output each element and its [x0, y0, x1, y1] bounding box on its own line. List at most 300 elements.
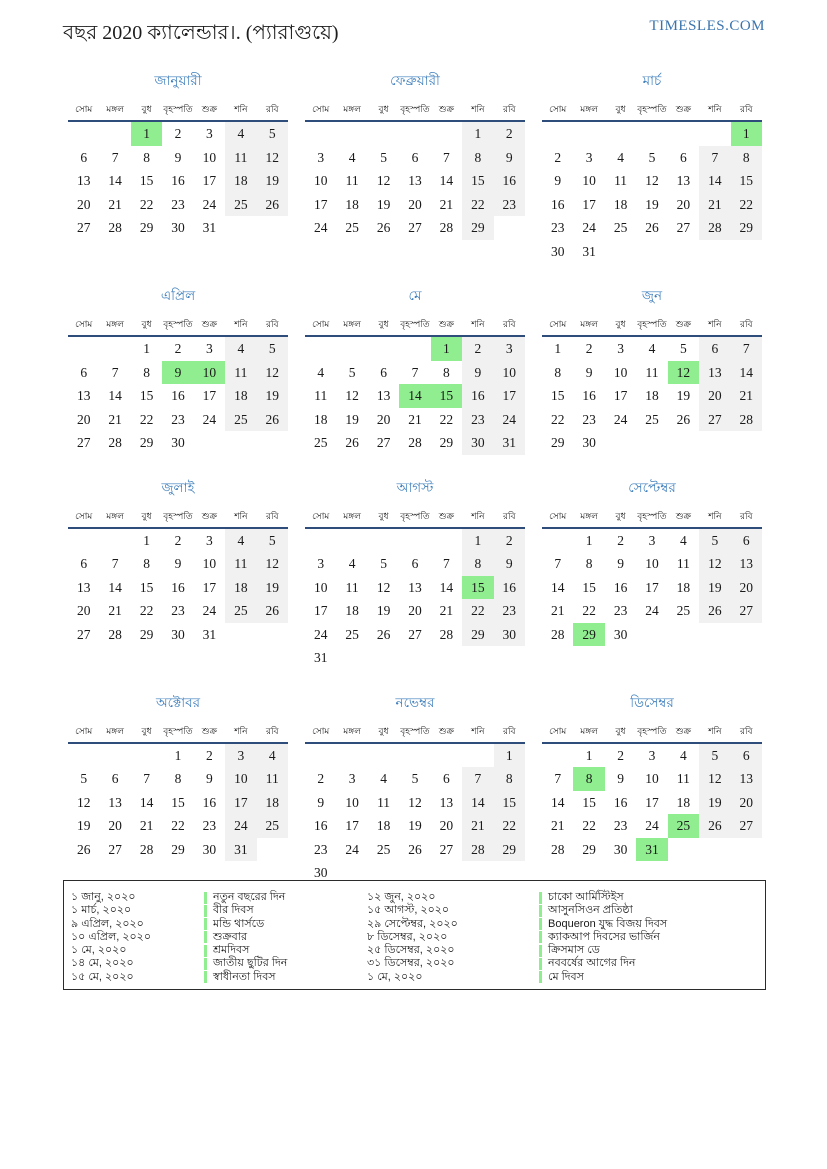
day-cell: 4: [680, 747, 687, 763]
day-cell: 2: [494, 529, 525, 553]
day-cell: 10: [313, 579, 328, 595]
days-grid: [542, 337, 762, 455]
days-grid: [305, 744, 525, 885]
day-cell: 17: [225, 791, 256, 815]
empty-day-cell: [699, 240, 730, 264]
day-cell: 27: [408, 220, 422, 235]
day-cell: 1: [143, 341, 150, 356]
day-cell: 29: [731, 216, 762, 240]
month-title: মে: [408, 288, 422, 303]
day-cell: 14: [550, 794, 565, 810]
empty-day-cell: [399, 744, 430, 768]
day-cell: 13: [731, 552, 762, 576]
day-cell: 1: [462, 529, 493, 553]
empty-day-cell: [431, 646, 462, 670]
empty-day-cell: [336, 337, 367, 361]
empty-day-cell: [68, 337, 99, 361]
weekday-label: শনি: [708, 319, 722, 329]
day-cell: 28: [550, 626, 565, 642]
day-cell: 8: [462, 552, 493, 576]
weekday-label: শুক্র: [201, 319, 218, 329]
day-cell: 11: [377, 794, 391, 810]
day-cell: 7: [554, 556, 562, 571]
day-cell: 1: [131, 122, 162, 146]
month-title: ডিসেম্বর: [630, 694, 674, 710]
day-cell: 22: [139, 196, 154, 212]
days-grid: [68, 744, 288, 862]
empty-day-cell: [336, 122, 367, 146]
day-cell: 5: [348, 364, 356, 380]
empty-day-cell: [699, 431, 730, 455]
day-cell: 21: [108, 196, 122, 212]
weekday-label: শনি: [471, 510, 485, 521]
weekday-label: শুক্র: [675, 319, 692, 329]
empty-day-cell: [494, 216, 525, 240]
day-cell: 14: [550, 579, 565, 595]
day-cell: 18: [225, 169, 256, 193]
day-cell: 8: [554, 364, 562, 380]
day-cell: 30: [171, 220, 185, 235]
day-cell: 5: [699, 744, 730, 768]
day-cell: 27: [676, 220, 691, 235]
weekday-label: সোম: [549, 319, 567, 329]
day-cell: 22: [139, 411, 154, 427]
day-cell: 16: [171, 579, 185, 595]
empty-day-cell: [99, 122, 130, 146]
empty-day-cell: [731, 431, 762, 455]
day-cell: 9: [494, 146, 525, 170]
empty-day-cell: [399, 529, 430, 553]
weekday-label: বৃহস্পতি: [163, 104, 193, 114]
day-cell: 4: [648, 341, 656, 356]
empty-day-cell: [668, 240, 699, 264]
empty-day-cell: [605, 431, 636, 455]
day-cell: 27: [76, 626, 91, 642]
day-cell: 5: [648, 149, 656, 165]
day-cell: 20: [408, 196, 422, 212]
day-cell: 7: [111, 556, 119, 571]
day-cell: 17: [613, 388, 628, 403]
weekday-label: বৃহস্পতি: [637, 510, 667, 521]
day-cell: 11: [676, 556, 690, 571]
site-link[interactable]: TIMESLES.COM: [649, 18, 765, 34]
day-cell: 4: [257, 744, 288, 768]
day-cell: 22: [731, 193, 762, 217]
day-cell: 13: [731, 767, 762, 791]
weekday-label: বুধ: [615, 510, 626, 521]
legend-holiday-label: স্বাধীনতা দিবস: [213, 970, 276, 983]
legend-date: ১৪ মে, ২০২০: [71, 957, 134, 970]
day-cell: 27: [76, 435, 91, 450]
weekday-label: বৃহস্পতি: [637, 104, 667, 114]
day-cell: 12: [376, 579, 391, 595]
empty-day-cell: [636, 431, 667, 455]
empty-day-cell: [99, 744, 130, 768]
day-cell: 21: [108, 411, 122, 427]
day-cell: 11: [225, 552, 256, 576]
day-cell: 29: [139, 220, 154, 235]
weekday-label: রবি: [740, 319, 753, 329]
empty-day-cell: [68, 122, 99, 146]
day-cell: 19: [408, 818, 422, 833]
month-calendar: [68, 70, 288, 240]
day-cell: 9: [554, 173, 562, 188]
day-cell: 13: [76, 173, 91, 188]
legend-date: ১২ জুন, ২০২০: [367, 891, 436, 903]
weekday-label: শনি: [471, 319, 485, 329]
day-cell: 14: [439, 173, 454, 188]
empty-day-cell: [668, 122, 699, 146]
day-cell: 25: [257, 814, 288, 838]
day-cell: 13: [108, 794, 122, 810]
day-cell: 28: [699, 216, 730, 240]
weekday-label: শুক্র: [675, 510, 692, 521]
day-cell: 6: [680, 149, 687, 165]
weekday-label: সোম: [312, 725, 330, 736]
weekday-label: শুক্র: [438, 319, 455, 329]
day-cell: 26: [257, 193, 288, 217]
day-cell: 17: [582, 196, 596, 212]
day-cell: 17: [202, 388, 217, 403]
weekday-header-row: [542, 102, 762, 122]
empty-day-cell: [368, 122, 399, 146]
day-cell: 14: [699, 169, 730, 193]
day-cell: 28: [462, 838, 493, 862]
day-cell: 27: [699, 408, 730, 432]
day-cell: 9: [174, 149, 182, 165]
day-cell: 23: [494, 193, 525, 217]
day-cell: 21: [699, 193, 730, 217]
day-cell: 3: [648, 747, 656, 763]
day-cell: 1: [554, 341, 562, 356]
day-cell: 15: [431, 384, 462, 408]
weekday-label: বৃহস্পতি: [163, 319, 193, 329]
day-cell: 11: [225, 361, 256, 385]
day-cell: 1: [174, 747, 182, 763]
weekday-label: মঙ্গল: [580, 319, 598, 329]
day-cell: 16: [494, 576, 525, 600]
weekday-label: শনি: [471, 104, 485, 114]
day-cell: 24: [202, 603, 217, 618]
weekday-label: মঙ্গল: [343, 725, 361, 736]
day-cell: 15: [582, 794, 596, 810]
day-cell: 29: [462, 216, 493, 240]
day-cell: 5: [257, 337, 288, 361]
day-cell: 7: [731, 337, 762, 361]
day-cell: 3: [206, 341, 213, 356]
weekday-header-row: [68, 724, 288, 744]
weekday-label: সোম: [312, 510, 330, 521]
weekday-label: রবি: [266, 510, 279, 521]
empty-day-cell: [225, 216, 256, 240]
month-calendar: [305, 285, 525, 455]
holiday-legend: [63, 880, 766, 990]
day-cell: 26: [376, 220, 391, 235]
empty-day-cell: [336, 646, 367, 670]
days-grid: [68, 337, 288, 455]
day-cell: 15: [462, 169, 493, 193]
legend-date: ১ মে, ২০২০: [367, 970, 423, 983]
day-cell: 28: [550, 841, 565, 857]
day-cell: 11: [345, 173, 359, 188]
legend-holiday-name: [539, 968, 759, 987]
day-cell: 12: [257, 361, 288, 385]
day-cell: 18: [645, 388, 659, 403]
day-cell: 24: [494, 408, 525, 432]
day-cell: 21: [550, 603, 565, 618]
weekday-label: বুধ: [378, 510, 389, 521]
day-cell: 1: [585, 532, 593, 548]
day-cell: 19: [699, 576, 730, 600]
day-cell: 11: [645, 364, 659, 380]
day-cell: 16: [613, 794, 628, 810]
day-cell: 10: [645, 556, 659, 571]
day-cell: 20: [108, 818, 122, 833]
day-cell: 14: [108, 173, 122, 188]
day-cell: 22: [171, 818, 185, 833]
day-cell: 3: [617, 341, 624, 356]
day-cell: 22: [494, 814, 525, 838]
legend-holiday-label: চাকো আর্মিস্টিইস: [548, 891, 624, 903]
weekday-label: বুধ: [378, 319, 389, 329]
day-cell: 23: [613, 603, 628, 618]
empty-day-cell: [668, 838, 699, 862]
day-cell: 6: [80, 364, 88, 380]
day-cell: 12: [668, 361, 699, 385]
day-cell: 19: [376, 603, 391, 618]
weekday-label: বুধ: [141, 104, 152, 114]
weekday-label: সোম: [312, 104, 330, 114]
legend-date: ১ মার্চ, ২০২০: [71, 904, 132, 917]
day-cell: 7: [411, 364, 419, 380]
day-cell: 23: [202, 818, 217, 833]
day-cell: 2: [554, 149, 562, 165]
day-cell: 10: [202, 556, 217, 571]
day-cell: 2: [494, 122, 525, 146]
day-cell: 5: [257, 529, 288, 553]
day-cell: 6: [411, 556, 419, 571]
day-cell: 13: [408, 173, 422, 188]
legend-date: ১৫ আগস্ট, ২০২০: [367, 904, 450, 917]
day-cell: 30: [462, 431, 493, 455]
weekday-label: শনি: [234, 104, 248, 114]
days-grid: [542, 122, 762, 263]
day-cell: 23: [171, 411, 185, 427]
day-cell: 18: [345, 603, 359, 618]
month-calendar: [305, 477, 525, 670]
day-cell: 29: [139, 626, 154, 642]
weekday-label: বুধ: [378, 104, 389, 114]
empty-day-cell: [336, 529, 367, 553]
days-grid: [305, 529, 525, 670]
empty-day-cell: [305, 744, 336, 768]
weekday-label: মঙ্গল: [580, 725, 598, 736]
day-cell: 13: [699, 361, 730, 385]
day-cell: 3: [648, 532, 656, 548]
day-cell: 6: [411, 149, 419, 165]
day-cell: 21: [439, 603, 454, 618]
day-cell: 11: [345, 579, 359, 595]
day-cell: 8: [494, 767, 525, 791]
day-cell: 4: [348, 149, 356, 165]
day-cell: 31: [494, 431, 525, 455]
day-cell: 12: [699, 552, 730, 576]
legend-holiday-label: আসুনসিওন প্রতিষ্ঠা: [548, 904, 633, 917]
day-cell: 20: [76, 196, 91, 212]
day-cell: 15: [731, 169, 762, 193]
day-cell: 2: [617, 532, 624, 548]
weekday-label: বুধ: [141, 510, 152, 521]
empty-day-cell: [257, 838, 288, 862]
day-cell: 14: [108, 579, 122, 595]
weekday-label: বৃহস্পতি: [400, 725, 430, 736]
day-cell: 2: [585, 341, 593, 356]
weekday-label: রবি: [740, 104, 753, 114]
empty-day-cell: [336, 744, 367, 768]
weekday-header-row: [305, 509, 525, 529]
day-cell: 17: [345, 818, 359, 833]
day-cell: 26: [699, 814, 730, 838]
day-cell: 5: [680, 341, 687, 356]
day-cell: 19: [645, 196, 659, 212]
day-cell: 31: [313, 650, 328, 665]
day-cell: 13: [76, 388, 91, 403]
month-title: জুন: [641, 288, 663, 303]
day-cell: 6: [80, 556, 88, 571]
empty-day-cell: [368, 529, 399, 553]
day-cell: 9: [462, 361, 493, 385]
empty-day-cell: [573, 122, 604, 146]
legend-row: [71, 941, 759, 957]
day-cell: 2: [206, 747, 213, 763]
day-cell: 23: [550, 220, 565, 235]
day-cell: 4: [617, 149, 624, 165]
empty-day-cell: [605, 240, 636, 264]
legend-date: ২৯ সেপ্টেম্বর, ২০২০: [367, 917, 458, 930]
day-cell: 12: [257, 146, 288, 170]
weekday-label: রবি: [503, 319, 516, 329]
empty-day-cell: [731, 240, 762, 264]
weekday-label: শুক্র: [438, 725, 455, 736]
day-cell: 30: [171, 435, 185, 450]
day-cell: 9: [162, 361, 193, 385]
weekday-label: মঙ্গল: [106, 104, 124, 114]
day-cell: 12: [408, 794, 422, 810]
day-cell: 10: [202, 149, 217, 165]
day-cell: 15: [139, 388, 154, 403]
day-cell: 17: [313, 196, 328, 212]
empty-day-cell: [668, 431, 699, 455]
weekday-label: বৃহস্পতি: [400, 319, 430, 329]
empty-day-cell: [636, 122, 667, 146]
empty-day-cell: [68, 529, 99, 553]
day-cell: 6: [443, 771, 450, 786]
day-cell: 1: [494, 744, 525, 768]
day-cell: 9: [206, 771, 213, 786]
weekday-label: শনি: [708, 104, 722, 114]
day-cell: 4: [225, 122, 256, 146]
day-cell: 28: [139, 841, 154, 857]
day-cell: 11: [676, 771, 690, 786]
weekday-label: রবি: [740, 725, 753, 736]
day-cell: 5: [411, 771, 419, 786]
empty-day-cell: [605, 122, 636, 146]
empty-day-cell: [131, 744, 162, 768]
day-cell: 26: [257, 599, 288, 623]
day-cell: 10: [345, 794, 359, 810]
day-cell: 11: [614, 173, 628, 188]
day-cell: 30: [313, 865, 328, 880]
day-cell: 12: [257, 552, 288, 576]
empty-day-cell: [305, 529, 336, 553]
day-cell: 13: [676, 173, 691, 188]
page-header: [63, 18, 765, 51]
day-cell: 23: [462, 408, 493, 432]
legend-holiday-name: [204, 968, 367, 987]
day-cell: 18: [225, 576, 256, 600]
weekday-label: শনি: [708, 510, 722, 521]
legend-row: [71, 928, 759, 941]
month-title: আগস্ট: [396, 479, 434, 495]
empty-day-cell: [542, 529, 573, 553]
weekday-label: শুক্র: [201, 510, 218, 521]
day-cell: 19: [699, 791, 730, 815]
weekday-label: মঙ্গল: [106, 725, 124, 736]
empty-day-cell: [305, 337, 336, 361]
day-cell: 11: [314, 388, 328, 403]
day-cell: 27: [108, 841, 122, 857]
day-cell: 16: [613, 579, 628, 595]
day-cell: 1: [462, 122, 493, 146]
day-cell: 17: [313, 603, 328, 618]
day-cell: 1: [143, 532, 150, 548]
day-cell: 17: [645, 794, 659, 810]
day-cell: 18: [376, 818, 391, 833]
day-cell: 30: [582, 435, 596, 450]
weekday-label: সোম: [549, 510, 567, 521]
legend-holiday-label: বীর দিবস: [213, 904, 254, 917]
page-title: বছর 2020 ক্যালেন্ডার।. (প্যারাগুয়ে): [63, 22, 339, 44]
day-cell: 11: [257, 767, 288, 791]
month-title: মার্চ: [642, 73, 662, 88]
day-cell: 7: [699, 146, 730, 170]
legend-holiday-label: মন্ডি থার্সডে: [213, 917, 265, 930]
empty-day-cell: [699, 623, 730, 647]
weekday-label: রবি: [503, 510, 516, 521]
empty-day-cell: [257, 431, 288, 455]
day-cell: 17: [202, 579, 217, 595]
day-cell: 12: [76, 794, 91, 810]
day-cell: 19: [676, 388, 691, 403]
day-cell: 4: [680, 532, 687, 548]
day-cell: 8: [174, 771, 182, 786]
day-cell: 10: [613, 364, 628, 380]
legend-row: [71, 915, 759, 928]
day-cell: 16: [171, 388, 185, 403]
month-title: নভেম্বর: [395, 694, 435, 710]
empty-day-cell: [399, 122, 430, 146]
day-cell: 19: [76, 818, 91, 833]
empty-day-cell: [368, 646, 399, 670]
empty-day-cell: [99, 337, 130, 361]
weekday-label: শুক্র: [438, 510, 455, 521]
months-grid: [68, 70, 762, 885]
weekday-label: বৃহস্পতি: [637, 725, 667, 736]
day-cell: 6: [731, 529, 762, 553]
day-cell: 8: [462, 146, 493, 170]
day-cell: 9: [585, 364, 593, 380]
day-cell: 26: [376, 626, 391, 642]
